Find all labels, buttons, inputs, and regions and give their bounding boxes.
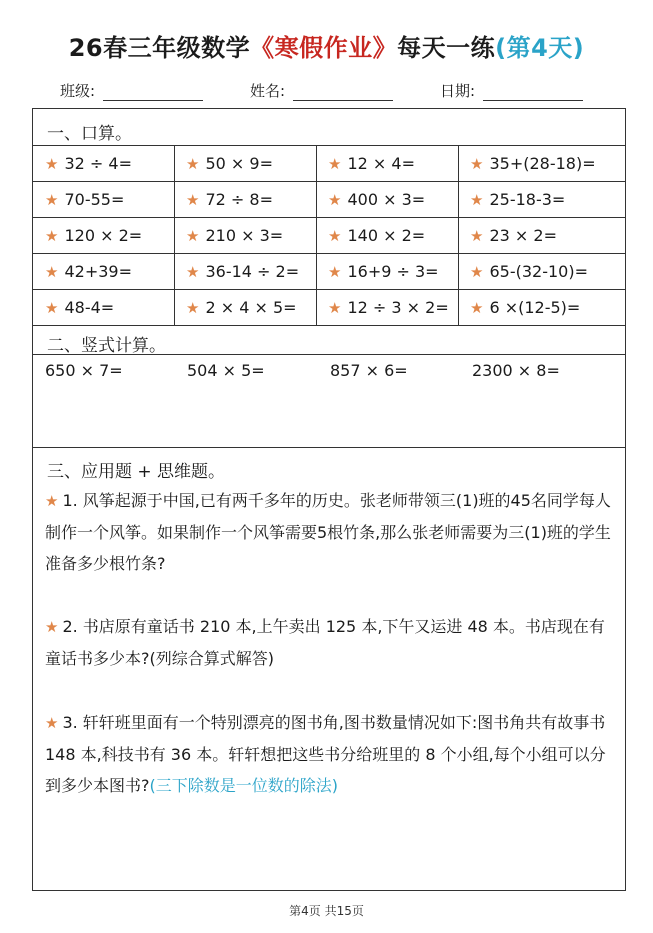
star-icon: ★	[186, 226, 200, 245]
star-icon: ★	[45, 226, 59, 245]
mental-math-item: ★ 35+(28-18)=	[470, 154, 596, 173]
question-2: ★ 2. 书店原有童话书 210 本,上午卖出 125 本,下午又运进 48 本。书店现在有童话书多少本?(列综合算式解答)	[45, 617, 605, 668]
title-prefix: 26春三年级数学	[68, 34, 251, 62]
mental-math-item: ★ 65-(32-10)=	[470, 262, 588, 281]
vertical-calc-item: 857 × 6=	[330, 361, 408, 380]
question-1: ★ 1. 风筝起源于中国,已有两千多年的历史。张老师带领三(1)班的45名同学每人制作一个风筝。如果制作一个风筝需要5根竹条,那么张老师需要为三(1)班的学生准备多少根竹条?	[45, 491, 611, 573]
mental-math-item: ★ 2 × 4 × 5=	[186, 298, 297, 317]
mental-math-item: ★ 120 × 2=	[45, 226, 143, 245]
vertical-calc-item: 504 × 5=	[187, 361, 265, 380]
question-3: ★ 3. 轩轩班里面有一个特别漂亮的图书角,图书数量情况如下:图书角共有故事书 148 本,科技书有 36 本。轩轩想把这些书分给班里的 8 个小组,每个小组可以分到多少本图书?(三下除数是一位数的除法)	[45, 713, 606, 795]
star-icon: ★	[45, 618, 59, 636]
mental-math-item: ★ 12 ÷ 3 × 2=	[328, 298, 449, 317]
star-icon: ★	[45, 262, 59, 281]
date-field[interactable]: 日期:	[440, 80, 583, 101]
star-icon: ★	[328, 226, 342, 245]
mental-math-item: ★ 23 × 2=	[470, 226, 557, 245]
mental-math-item: ★ 210 × 3=	[186, 226, 284, 245]
star-icon: ★	[470, 262, 484, 281]
mental-math-item: ★ 12 × 4=	[328, 154, 415, 173]
mental-math-item: ★ 25-18-3=	[470, 190, 566, 209]
mental-math-item: ★ 16+9 ÷ 3=	[328, 262, 439, 281]
section2-heading: 二、竖式计算。	[47, 336, 166, 356]
mental-math-item: ★ 400 × 3=	[328, 190, 426, 209]
mental-math-item: ★ 72 ÷ 8=	[186, 190, 273, 209]
star-icon: ★	[45, 714, 59, 732]
section1-heading: 一、口算。	[47, 124, 132, 144]
mental-math-item: ★ 6 ×(12-5)=	[470, 298, 581, 317]
star-icon: ★	[45, 154, 59, 173]
title-middle: 每天一练	[397, 34, 496, 62]
worksheet-box	[32, 108, 626, 891]
star-icon: ★	[470, 226, 484, 245]
class-field[interactable]: 班级:	[60, 80, 203, 101]
star-icon: ★	[470, 154, 484, 173]
star-icon: ★	[328, 298, 342, 317]
star-icon: ★	[45, 492, 59, 510]
mental-math-item: ★ 42+39=	[45, 262, 132, 281]
mental-math-item: ★ 50 × 9=	[186, 154, 273, 173]
mental-math-item: ★ 70-55=	[45, 190, 125, 209]
star-icon: ★	[186, 190, 200, 209]
vertical-calc-item: 2300 × 8=	[472, 361, 560, 380]
hint-text: (三下除数是一位数的除法)	[149, 776, 338, 795]
mental-math-grid	[33, 146, 625, 325]
star-icon: ★	[45, 190, 59, 209]
page-title	[0, 28, 653, 63]
title-highlight: 《寒假作业》	[250, 34, 398, 62]
mental-math-item: ★ 32 ÷ 4=	[45, 154, 132, 173]
star-icon: ★	[186, 298, 200, 317]
mental-math-item: ★ 140 × 2=	[328, 226, 426, 245]
star-icon: ★	[328, 190, 342, 209]
mental-math-item: ★ 48-4=	[45, 298, 115, 317]
star-icon: ★	[186, 154, 200, 173]
star-icon: ★	[328, 262, 342, 281]
name-field[interactable]: 姓名:	[250, 80, 393, 101]
star-icon: ★	[328, 154, 342, 173]
mental-math-item: ★ 36-14 ÷ 2=	[186, 262, 300, 281]
page-footer: 第4页 共15页	[289, 904, 364, 918]
star-icon: ★	[186, 262, 200, 281]
star-icon: ★	[470, 190, 484, 209]
vertical-calc-item: 650 × 7=	[45, 361, 123, 380]
section3-heading: 三、应用题 + 思维题。	[47, 462, 226, 482]
star-icon: ★	[470, 298, 484, 317]
title-day: (第4天)	[495, 34, 585, 62]
star-icon: ★	[45, 298, 59, 317]
